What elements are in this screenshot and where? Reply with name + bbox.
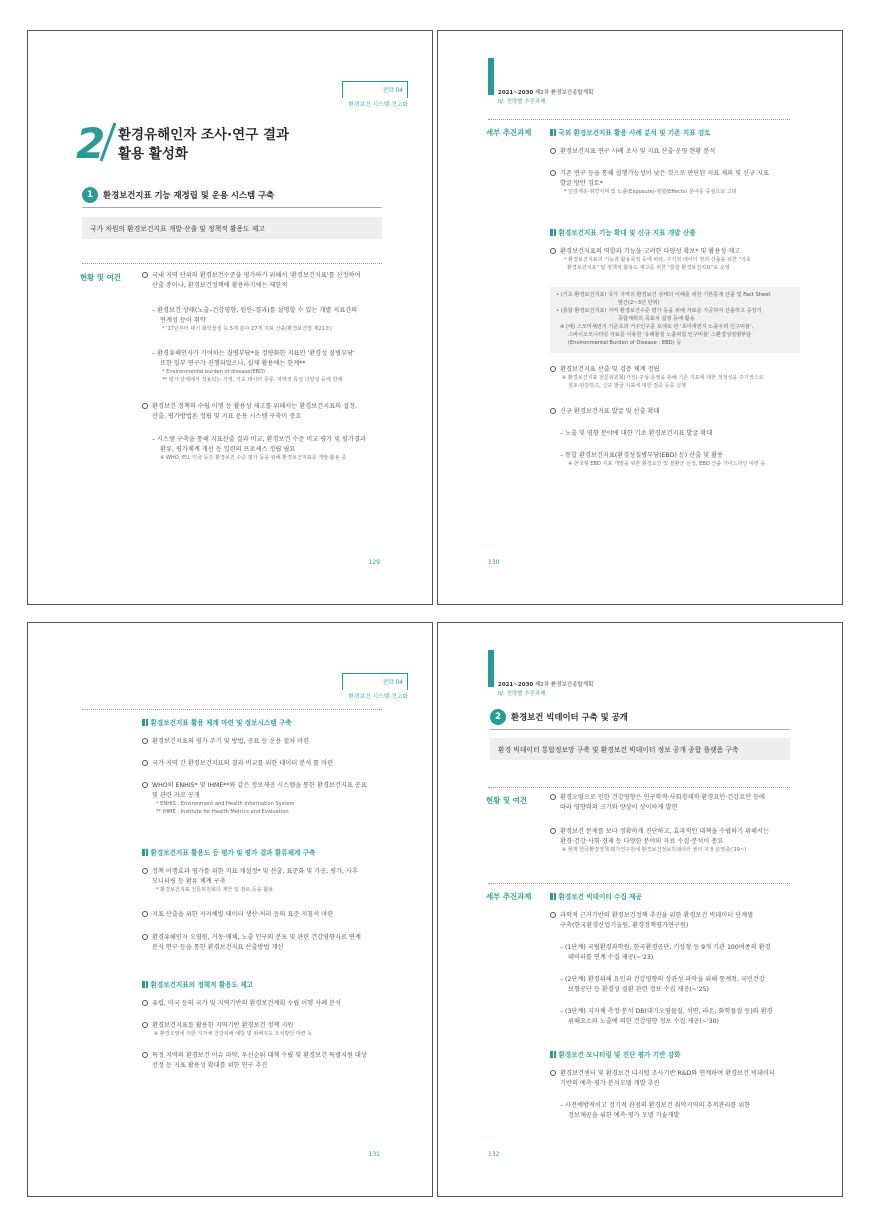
page-number: 129 [368,559,380,566]
section-number: 1 [82,187,98,203]
stage-1: – (1단계) 국립환경과학원, 한국환경공단, 기상청 등 9개 기관 100여종의 환경 데이터를 연계 수집 제공(~'23) [560,944,771,962]
divider [82,263,382,264]
page-129 [27,30,433,605]
dash-1: – 환경보건 상태(노출–건강영향, 원인–결과)를 설명할 수 있는 개별 지표간의 연계성 등이 취약 * '17년부터 대기 화학물질 등 5개 분야 27개 지표 산출(환경보건법 제21조) [152,307,358,333]
dash: – 사전예방적이고 정기적 관점의 환경보건 취약지역의 추적관리를 위한 정보제공을 위한 예측·평가 모델 기술개발 [560,1102,751,1120]
section-title: 2 환경보건 빅데이터 구축 및 공개 [490,709,628,725]
strategy-subtitle: 환경보건 시스템 견고화 [348,102,408,108]
side-label-tasks: 세부 추진과제 [486,128,532,137]
bullet: 정책 이행효과 평가를 위한 지표 재설정* 및 산출, 표준화 및 가공, 평가, 사후 모니터링 등 환류 체계 구축 * 환경보건지표 전문위원회의 제안 및 검토 등을 활용 [142,867,392,895]
section-underline [82,207,382,208]
dash: – 노출 및 영향 분야에 대한 기초 환경보건지표 발굴 확대 [560,430,713,437]
task-title-1: 국외 환경보건지표 활용 사례 분석 및 기존 지표 검토 [550,127,711,137]
strategy-tag: 전략 04 [342,673,408,690]
bullet: 유럽, 미국 등의 국가 및 지역기반의 환경보건계획 수립 이행 사례 분석 [142,999,392,1009]
bullet: 국가·지역 간 환경보건지표의 결과 비교를 위한 데이터 분석 툴 마련 [142,759,392,769]
page-number: 131 [368,1151,380,1158]
plan-title: 2021~2030 제2차 환경보건종합계획 [498,682,594,688]
goal-box: 환경 빅데이터 통합정보망 구축 및 환경보건 빅데이터 정보 공개 종합 플랫폼 구축 [490,738,790,760]
bullet: WHO의 ENHIS* 및 IHME**와 같은 정보제공 시스템을 통한 환경보건지표 공표 및 관련 자료 공개 * ENHIS : Environment and Health Information System ** IHME : Institute for Health Metrics and Evaluation [142,781,392,817]
bullet: 환경유해인자 오염원, 거동·매체, 노출 인구의 분포 및 관련 건강영향자료 연계 분석 연구 등을 통한 환경보건지표 산출방법 개선 [142,933,392,953]
bullet-1: 국내 지역 단위의 환경보건수준을 평가하기 위해서 '환경보건지표'를 선정하여 산출 중이나, 환경보건정책에 활용하기에는 제한적 [142,271,392,291]
strategy-tag: 전략 04 [342,81,408,98]
bullet: 특정 지역의 환경보건 이슈 파악, 우선순위 대책 수립 및 환경보건 특별지원 대상 선정 등 지표 활용성 확대를 위한 연구 추진 [142,1051,392,1071]
bullet: 환경보건지표의 평가 주기 및 방법, 공표 등 운용 절차 마련 [142,737,392,747]
divider [488,119,790,120]
bullet: 환경보건지표 산출 및 검증 체계 정립 ※ 환경보건지표 전문위원회(가칭) 구성·운영을 통해 기존 지표에 대한 적정성을 주기적으로 검토·판단하고, 신규 발굴 지표에 대한 검증 등을 실행 [550,365,800,391]
bullet: 환경오염으로 인한 건강영향은 인구학적·사회경제적·환경요인·건강요인 등에 따라 영향력의 크기와 양상이 상이하게 발현 [550,793,800,813]
page-number: 130 [488,559,500,566]
side-label-status: 현황 및 여건 [80,273,121,282]
bullet: 환경보건지표를 활용한 지역기반 환경보건 정책 지원 ※ 환경오염에 의한 지자체 건강피해 예방 및 위해지도 조치방안 마련 등 [142,1021,392,1039]
chapter-title: 환경유해인자 조사·연구 결과 활용 활성화 [118,127,290,162]
dash-3: – 시스템 구축을 통해 지표산출 결과 비교, 환경보건 수준 비교 평가 및 평가결과 환류, 평가체계 개선 등 일련의 프로세스 정립 필요 ※ WHO, EU, 미국 등은 환경보건 수준 평가 등을 위해 환경보건지표를 개발·활용 중 [152,436,366,462]
page-number: 132 [488,1151,500,1158]
section-underline [490,729,790,730]
bullet: 신규 환경보건지표 발굴 및 산출 확대 [550,407,800,417]
bullet: 환경보건센터 및 환경보건 디지털 조사기반 R&D와 연계하여 환경보건 빅데이터 기반의 예측·평가 분석모델 개발 추진 [550,1069,800,1089]
chapter-subtitle: Ⅳ. 전략별 추진과제 [498,99,546,105]
bullet: 환경보건 문제를 보다 정확하게 진단하고, 효과적인 대책을 수립하기 위해서는 환경·건강·사회·경제 등 다양한 분야의 자료 수집·분석이 중요 ※ 현재 한국환경정책·평가연구원에 환경보건정보빅데이터 센터 지정 운영중('19~) [550,827,800,855]
task-title-1: 환경보건지표 활용 체계 마련 및 정보시스템 구축 [142,717,292,727]
chapter-slash-icon [98,121,118,167]
chapter-number: 2 [76,119,106,168]
header-accent-bar [488,650,494,687]
side-label-status: 현황 및 여건 [486,796,527,805]
header-accent-bar [488,58,494,95]
bullet: 기존 연구 등을 통해 실행가능성이 낮은 것으로 판단된 지표 제외 및 신규 지표 발굴 방안 검토* * 민감계층·취약지역 및 노출(Exposure)·영향(Effects) 분야를 중심으로 고려 [550,169,800,197]
stage-3: – (3단계) 지자체 측정·분석 DB(대기오염물질, 석면, 라돈, 화학물질 등)와 환경 위해요소와 노출에 의한 건강영향 정보 수집 제공(~'30) [560,1008,773,1026]
chapter-subtitle: Ⅳ. 전략별 추진과제 [498,691,546,697]
stage-2: – (2단계) 환경위해 요인과 건강영향의 상관성 파악을 위해 통계청, 국민건강 보험공단 등 환경성 질환 관련 정보 수집 제공(~'25) [560,976,765,994]
page-132 [437,622,843,1197]
task-title-2: 환경보건지표 활용도 등 평가 및 평가 결과 환류체계 구축 [142,847,315,857]
page-130 [437,30,843,605]
goal-box: 국가 차원의 환경보건지표 개발·산출 및 정책적 활용도 제고 [82,217,382,239]
task-title-1: 환경보건 빅데이터 수집 제공 [550,891,642,901]
bullet: 지표 산출을 위한 지자체별 데이터 생산·처리 등의 표준 지침서 마련 [142,910,392,920]
divider [488,787,790,788]
task-title-3: 환경보건지표의 정책적 활용도 제고 [142,979,253,989]
section-title: 1 환경보건지표 기능 재정립 및 운용 시스템 구축 [82,187,274,203]
strategy-subtitle: 환경보건 시스템 견고화 [348,694,408,700]
bullet: 환경보건지표의 역할과 기능을 고려한 다양성 확보* 및 활용성 제고 * 환경보건지표의 기능과 활용목적 등에 따라, 주기적 데이터 정리·산출을 위한 "기초 환경보건지표" 및 정책적 활용도 제고를 위한 "통합 환경보건지표"로 운영 [550,247,800,273]
divider [82,709,382,710]
page-131 [27,622,433,1197]
side-label-tasks: 세부 추진과제 [486,892,532,901]
bullet: 환경보건지표 연구 사례 조사 및 지표 산출·운영 현황 분석 [550,147,800,157]
divider [488,883,790,884]
dash-2: – 환경유해인자가 기여하는 질병부담*을 정량화한 지표인 '환경성 질병부담' 또한 일부 연구가 진행되었으나, 실제 활용에는 한계** * Environmental burden of disease(EBD) ** 평가 단계에서 적용되는 가정, 기초 데이터 종류, 지역적 특성 다양성 등에 한계 [152,350,355,384]
bullet-2: 환경보건 정책의 수립 이행 등 활용성 제고를 위해서는 환경보건지표의 설정, 산출, 평가방법론 정립 및 지표 운용 시스템 구축이 중요 [142,402,392,422]
task-title-2: 환경보건지표 기능 확대 및 신규 지표 개발 산출 [550,227,696,237]
dash: – 통합 환경보건지표(환경성질병부담(EBD) 등) 산출 및 활용 ※ 한국형 EBD 지표 개발을 위한 환경요인 및 질환군 선정, EBD 산출 가이드라인 마련 등 [560,452,766,468]
indicator-note-box: • (기초 환경보건지표) 국가 지역의 환경보건 상태의 이해를 위한 기본통계 산출 및 Fact Sheet 발간(2~3년 단위) • (통합 환경보건지표) 지역 환경보건수준 평가 등을 위해 자료를 가공하여 산출하고 중장기 종합계획의 목표치 설정 등에 활용 ※ (예) 스모미세먼지 기준초과 거주인구를 토대로 한 '초미세먼지 노출우려 인구비율', 스바이오모니터링 자료를 이용한 '유해물질 노출위험 인구비율' 스환경성질병부담 (Environmental Burden of Disease : EBD) 등 [550,287,800,353]
section-number: 2 [490,709,506,725]
task-title-2: 환경보건 모니터링 및 진단 평가 기반 강화 [550,1049,681,1059]
plan-title: 2021~2030 제2차 환경보건종합계획 [498,90,594,96]
bullet: 과학적 근거기반의 환경보건정책 추진을 위한 환경보건 빅데이터 단계별 구축(한국환경산업기술원, 환경정책평가연구원) [550,911,800,931]
